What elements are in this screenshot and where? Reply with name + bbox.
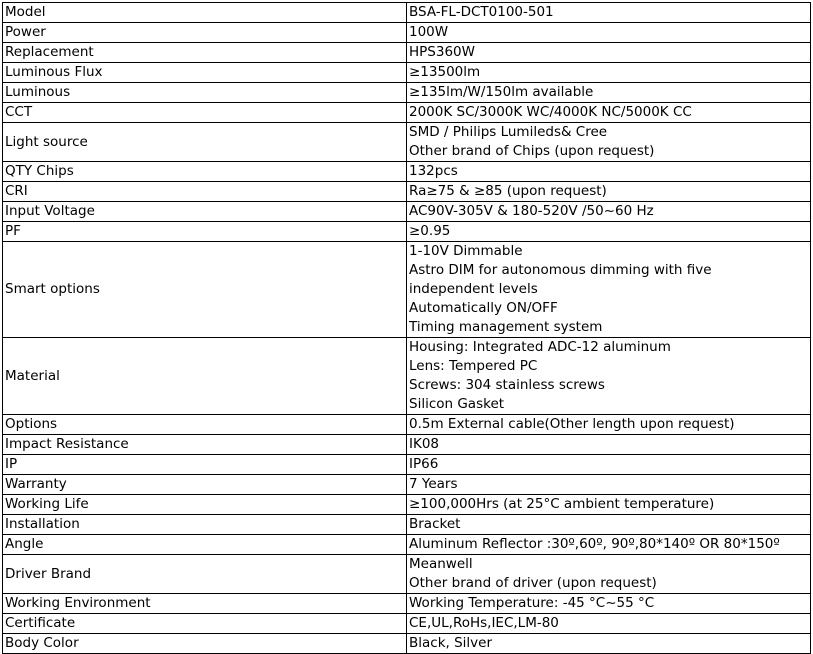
- spec-value-line: Working Temperature: -45 °C~55 °C: [409, 595, 655, 611]
- table-row: [3, 63, 811, 83]
- spec-value: [407, 535, 811, 555]
- table-row: [3, 103, 811, 123]
- spec-table: [2, 2, 811, 654]
- table-row: [3, 338, 811, 415]
- spec-value-line: CE,UL,RoHs,IEC,LM-80: [409, 615, 559, 631]
- spec-value-line: IP66: [409, 456, 439, 472]
- spec-value: [407, 475, 811, 495]
- spec-value-line: HPS360W: [409, 44, 475, 60]
- spec-label: Warranty: [3, 475, 407, 495]
- spec-label: Input Voltage: [3, 202, 407, 222]
- spec-value: [407, 594, 811, 614]
- spec-label: Options: [3, 415, 407, 435]
- table-row: [3, 202, 811, 222]
- spec-label: Light source: [3, 123, 407, 162]
- spec-value: [407, 83, 811, 103]
- spec-label: Material: [3, 338, 407, 415]
- table-row: [3, 3, 811, 23]
- table-row: [3, 555, 811, 594]
- spec-value-line: 7 Years: [409, 476, 458, 492]
- spec-value: [407, 435, 811, 455]
- spec-label: Working Life: [3, 495, 407, 515]
- spec-value: [407, 555, 811, 594]
- spec-value-line: BSA-FL-DCT0100-501: [409, 4, 554, 20]
- table-row: [3, 535, 811, 555]
- spec-value: [407, 202, 811, 222]
- spec-value-line: Lens: Tempered PC: [409, 358, 538, 374]
- table-row: [3, 634, 811, 654]
- table-row: [3, 415, 811, 435]
- table-row: [3, 182, 811, 202]
- spec-value: [407, 222, 811, 242]
- spec-value-line: SMD / Philips Lumileds& Cree: [409, 124, 608, 140]
- spec-value: [407, 63, 811, 83]
- spec-value-line: ≥100,000Hrs (at 25°C ambient temperature): [409, 496, 715, 512]
- spec-value-line: Screws: 304 stainless screws: [409, 377, 605, 393]
- table-row: [3, 83, 811, 103]
- spec-value: [407, 515, 811, 535]
- spec-value: [407, 162, 811, 182]
- spec-value-line: independent levels: [409, 281, 538, 297]
- spec-label: Luminous: [3, 83, 407, 103]
- table-row: [3, 614, 811, 634]
- spec-value-line: AC90V-305V & 180-520V /50~60 Hz: [409, 203, 654, 219]
- spec-value-line: ≥0.95: [409, 223, 451, 239]
- spec-value-line: Astro DIM for autonomous dimming with five: [409, 262, 712, 278]
- spec-value-line: Other brand of driver (upon request): [409, 575, 657, 591]
- table-row: [3, 495, 811, 515]
- spec-label: Smart options: [3, 242, 407, 338]
- spec-value-line: Ra≥75 & ≥85 (upon request): [409, 183, 607, 199]
- spec-value: [407, 182, 811, 202]
- table-row: [3, 43, 811, 63]
- spec-value-line: Black, Silver: [409, 635, 493, 651]
- spec-label: Model: [3, 3, 407, 23]
- spec-label: Power: [3, 23, 407, 43]
- spec-value-line: Automatically ON/OFF: [409, 300, 558, 316]
- spec-value: [407, 634, 811, 654]
- spec-value: [407, 495, 811, 515]
- table-row: [3, 23, 811, 43]
- spec-label: Driver Brand: [3, 555, 407, 594]
- spec-value-line: IK08: [409, 436, 440, 452]
- spec-label: Replacement: [3, 43, 407, 63]
- table-row: [3, 222, 811, 242]
- spec-label: Certificate: [3, 614, 407, 634]
- table-row: [3, 435, 811, 455]
- spec-value-line: 100W: [409, 24, 449, 40]
- spec-value: [407, 23, 811, 43]
- spec-value: [407, 455, 811, 475]
- spec-label: QTY Chips: [3, 162, 407, 182]
- spec-label: CCT: [3, 103, 407, 123]
- spec-label: Angle: [3, 535, 407, 555]
- spec-label: Body Color: [3, 634, 407, 654]
- spec-value-line: Other brand of Chips (upon request): [409, 143, 655, 159]
- spec-value-line: Bracket: [409, 516, 461, 532]
- spec-value: [407, 415, 811, 435]
- spec-value: [407, 103, 811, 123]
- spec-label: Working Environment: [3, 594, 407, 614]
- spec-value: [407, 614, 811, 634]
- table-row: [3, 475, 811, 495]
- spec-value-line: ≥135lm/W/150lm available: [409, 84, 594, 100]
- table-row: [3, 162, 811, 182]
- spec-value-line: Aluminum Reflector :30º,60º, 90º,80*140º OR 80*150º: [409, 536, 780, 552]
- spec-value: [407, 123, 811, 162]
- spec-label: Installation: [3, 515, 407, 535]
- spec-value-line: 132pcs: [409, 163, 458, 179]
- spec-value-line: 0.5m External cable(Other length upon request): [409, 416, 735, 432]
- spec-value: [407, 338, 811, 415]
- spec-value-line: ≥13500lm: [409, 64, 481, 80]
- spec-label: Luminous Flux: [3, 63, 407, 83]
- spec-value-line: Silicon Gasket: [409, 396, 505, 412]
- spec-value-line: Meanwell: [409, 556, 473, 572]
- spec-label: IP: [3, 455, 407, 475]
- spec-value-line: 2000K SC/3000K WC/4000K NC/5000K CC: [409, 104, 692, 120]
- spec-value: [407, 3, 811, 23]
- table-row: [3, 242, 811, 338]
- spec-table-body: [3, 3, 811, 654]
- spec-value-line: 1-10V Dimmable: [409, 243, 523, 259]
- spec-label: CRI: [3, 182, 407, 202]
- table-row: [3, 515, 811, 535]
- spec-value-line: Timing management system: [409, 319, 603, 335]
- spec-value-line: Housing: Integrated ADC-12 aluminum: [409, 339, 671, 355]
- table-row: [3, 455, 811, 475]
- spec-label: PF: [3, 222, 407, 242]
- table-row: [3, 123, 811, 162]
- spec-label: Impact Resistance: [3, 435, 407, 455]
- spec-value: [407, 242, 811, 338]
- spec-value: [407, 43, 811, 63]
- table-row: [3, 594, 811, 614]
